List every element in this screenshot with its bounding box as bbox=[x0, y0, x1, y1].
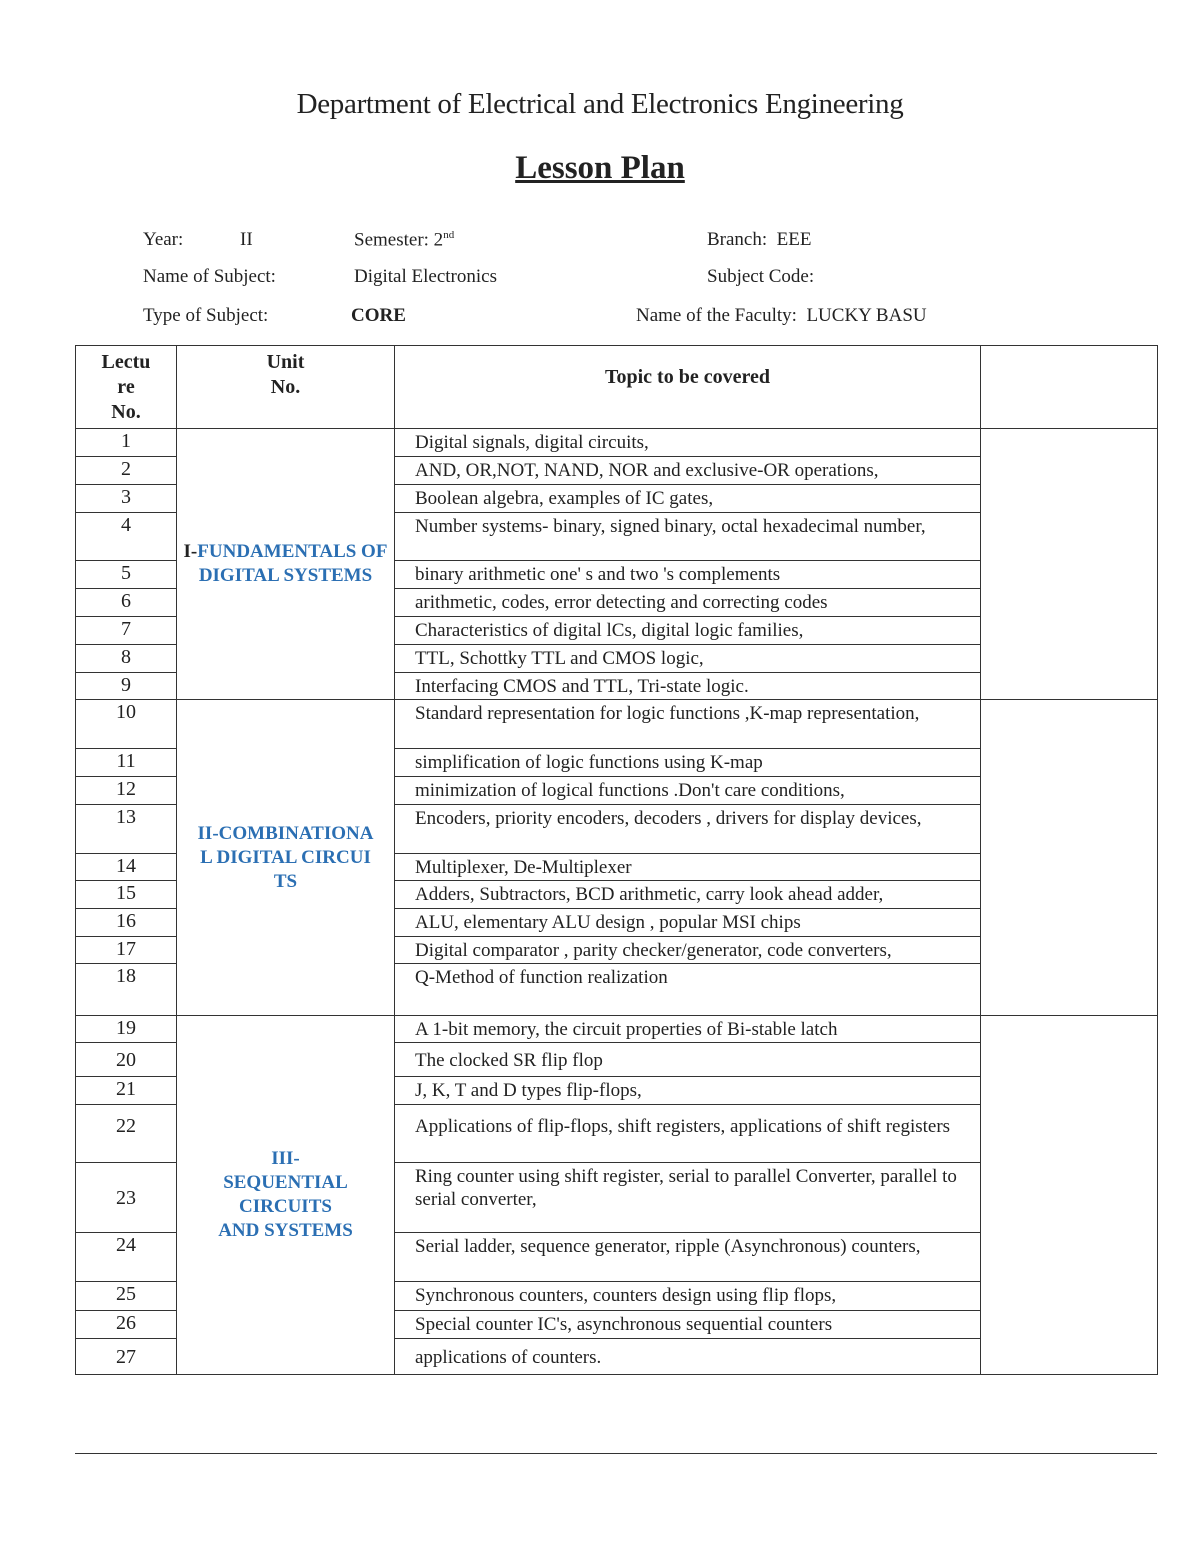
lecture-no: 20 bbox=[76, 1043, 177, 1077]
lecture-no: 8 bbox=[76, 645, 177, 673]
lecture-no: 5 bbox=[76, 561, 177, 589]
lecture-no: 16 bbox=[76, 909, 177, 937]
lesson-plan-table bbox=[75, 345, 1158, 1375]
header-lecture-no bbox=[76, 346, 177, 429]
lecture-no: 22 bbox=[76, 1105, 177, 1163]
lecture-no: 24 bbox=[76, 1233, 177, 1282]
unit-cell bbox=[177, 1016, 395, 1375]
header-unit-no bbox=[177, 346, 395, 429]
unit-name: FUNDAMENTALS OF DIGITAL SYSTEMS bbox=[197, 541, 388, 586]
topic-cell: AND, OR,NOT, NAND, NOR and exclusive-OR operations, bbox=[395, 457, 981, 485]
topic-cell: Interfacing CMOS and TTL, Tri-state logic. bbox=[395, 673, 981, 700]
header-lecture-line2: re bbox=[117, 376, 135, 398]
header-unit-line1: Unit bbox=[266, 351, 305, 373]
topic-cell: The clocked SR flip flop bbox=[395, 1043, 981, 1077]
header-unit-line2: No. bbox=[270, 376, 301, 398]
lecture-no: 18 bbox=[76, 964, 177, 1016]
topic-cell: A 1-bit memory, the circuit properties of Bi-stable latch bbox=[395, 1016, 981, 1043]
year-label: Year: bbox=[143, 229, 184, 250]
lecture-no: 12 bbox=[76, 777, 177, 805]
semester-suffix: nd bbox=[443, 229, 455, 241]
header-lecture-line1: Lectu bbox=[101, 351, 151, 373]
subject-code-label: Subject Code: bbox=[707, 266, 815, 287]
lecture-no: 19 bbox=[76, 1016, 177, 1043]
table-row bbox=[76, 429, 1158, 457]
lecture-no: 21 bbox=[76, 1077, 177, 1105]
topic-cell: Q-Method of function realization bbox=[395, 964, 981, 1016]
lecture-no: 11 bbox=[76, 749, 177, 777]
topic-cell: Ring counter using shift register, serial to parallel Converter, parallel to serial converter, bbox=[395, 1163, 981, 1233]
lecture-no: 26 bbox=[76, 1311, 177, 1339]
topic-cell: Multiplexer, De-Multiplexer bbox=[395, 854, 981, 881]
topic-cell: Number systems- binary, signed binary, octal hexadecimal number, bbox=[395, 513, 981, 561]
topic-cell: binary arithmetic one' s and two 's complements bbox=[395, 561, 981, 589]
topic-cell: J, K, T and D types flip-flops, bbox=[395, 1077, 981, 1105]
topic-cell: arithmetic, codes, error detecting and correcting codes bbox=[395, 589, 981, 617]
blank-cell bbox=[981, 1016, 1158, 1375]
subject-type-value: CORE bbox=[351, 305, 406, 326]
subject-name-label: Name of Subject: bbox=[143, 266, 276, 287]
branch-label: Branch: bbox=[707, 229, 768, 250]
lecture-no: 4 bbox=[76, 513, 177, 561]
topic-cell: simplification of logic functions using K-map bbox=[395, 749, 981, 777]
lecture-no: 6 bbox=[76, 589, 177, 617]
unit-prefix: I- bbox=[183, 541, 198, 562]
unit-cell bbox=[177, 429, 395, 700]
topic-cell: Digital comparator , parity checker/generator, code converters, bbox=[395, 937, 981, 964]
semester-label: Semester: 2 bbox=[354, 229, 444, 251]
topic-cell: Boolean algebra, examples of IC gates, bbox=[395, 485, 981, 513]
unit-cell bbox=[177, 700, 395, 1016]
year-value: II bbox=[240, 229, 253, 250]
header-blank bbox=[981, 346, 1158, 429]
topic-cell: applications of counters. bbox=[395, 1339, 981, 1375]
header-lecture-line3: No. bbox=[111, 401, 141, 423]
topic-cell: minimization of logical functions .Don't care conditions, bbox=[395, 777, 981, 805]
page-title: Lesson Plan bbox=[515, 150, 685, 186]
semester-field bbox=[354, 229, 454, 251]
unit-name: II-COMBINATIONAL DIGITAL CIRCUITS bbox=[197, 822, 374, 892]
lecture-no: 13 bbox=[76, 805, 177, 854]
topic-cell: Encoders, priority encoders, decoders , drivers for display devices, bbox=[395, 805, 981, 854]
lecture-no: 2 bbox=[76, 457, 177, 485]
blank-cell bbox=[981, 700, 1158, 1016]
topic-cell: Serial ladder, sequence generator, ripple (Asynchronous) counters, bbox=[395, 1233, 981, 1282]
topic-cell: Standard representation for logic functions ,K-map representation, bbox=[395, 700, 981, 749]
table-header-row bbox=[76, 346, 1158, 429]
header-topic: Topic to be covered bbox=[395, 346, 981, 429]
lecture-no: 3 bbox=[76, 485, 177, 513]
topic-cell: TTL, Schottky TTL and CMOS logic, bbox=[395, 645, 981, 673]
lecture-no: 27 bbox=[76, 1339, 177, 1375]
branch-value: EEE bbox=[776, 229, 812, 250]
topic-cell: Digital signals, digital circuits, bbox=[395, 429, 981, 457]
lecture-no: 14 bbox=[76, 854, 177, 881]
faculty-label: Name of the Faculty: bbox=[636, 305, 797, 326]
topic-cell: ALU, elementary ALU design , popular MSI chips bbox=[395, 909, 981, 937]
lecture-no: 7 bbox=[76, 617, 177, 645]
unit-name: III-SEQUENTIAL CIRCUITS AND SYSTEMS bbox=[218, 1148, 353, 1241]
lecture-no: 10 bbox=[76, 700, 177, 749]
table-row bbox=[76, 1016, 1158, 1043]
lecture-no: 1 bbox=[76, 429, 177, 457]
table-row bbox=[76, 700, 1158, 749]
lecture-no: 23 bbox=[76, 1163, 177, 1233]
department-title: Department of Electrical and Electronics Engineering bbox=[296, 88, 904, 120]
topic-cell: Synchronous counters, counters design using flip flops, bbox=[395, 1282, 981, 1311]
lecture-no: 9 bbox=[76, 673, 177, 700]
faculty-value: LUCKY BASU bbox=[806, 305, 927, 326]
topic-cell: Adders, Subtractors, BCD arithmetic, carry look ahead adder, bbox=[395, 881, 981, 909]
lecture-no: 17 bbox=[76, 937, 177, 964]
faculty-field bbox=[636, 305, 927, 327]
topic-cell: Applications of flip-flops, shift registers, applications of shift registers bbox=[395, 1105, 981, 1163]
topic-cell: Special counter IC's, asynchronous sequential counters bbox=[395, 1311, 981, 1339]
lecture-no: 15 bbox=[76, 881, 177, 909]
subject-name-value: Digital Electronics bbox=[354, 266, 497, 287]
blank-cell bbox=[981, 429, 1158, 700]
lecture-no: 25 bbox=[76, 1282, 177, 1311]
topic-cell: Characteristics of digital lCs, digital logic families, bbox=[395, 617, 981, 645]
branch-field bbox=[707, 229, 811, 251]
subject-type-label: Type of Subject: bbox=[143, 305, 269, 326]
footer-divider bbox=[75, 1453, 1157, 1454]
